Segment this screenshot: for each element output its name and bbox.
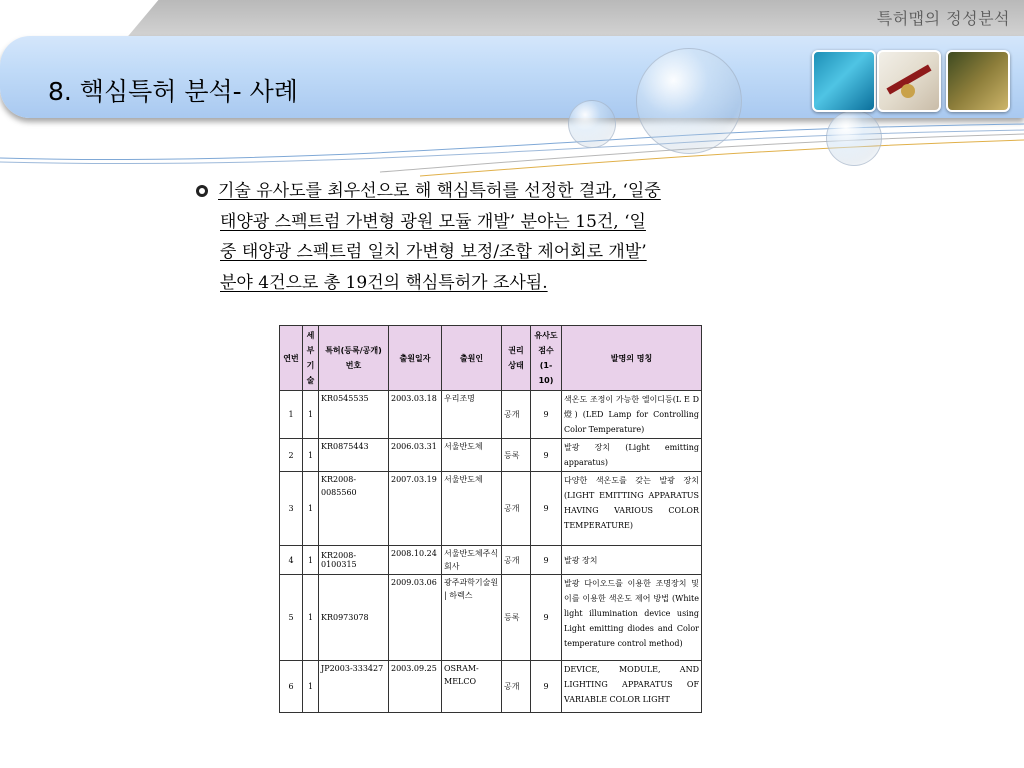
col-header-seq: 연번 [280,326,303,391]
cell-seq: 1 [280,391,303,439]
paragraph-line-2: 태양광 스펙트럼 가변형 광원 모듈 개발’ 분야는 15건, ‘일 [220,211,646,232]
cell-filing-date: 2007.03.19 [389,472,442,546]
cell-seq: 3 [280,472,303,546]
col-header-patent-no: 특허(등록/공개) 번호 [319,326,389,391]
paragraph-line-1 [196,176,740,207]
bubble-right [826,110,882,166]
cell-filing-date: 2008.10.24 [389,546,442,575]
table-row [280,472,702,546]
cell-status: 등록 [502,575,531,661]
cell-title: 발광 다이오드를 이용한 조명장치 및 이를 이용한 색온도 제어 방법 (White light illumination device using Light emitting diodes and Color temperature control method) [562,575,702,661]
cell-seq: 4 [280,546,303,575]
deck-title: 특허맵의 정성분석 [876,9,1010,28]
table-row [280,575,702,661]
table-row [280,546,702,575]
cell-applicant: 우리조명 [442,391,502,439]
bubble-large [636,48,742,154]
cell-seq: 2 [280,439,303,472]
cell-patent-no: KR2008-0100315 [319,546,389,575]
paragraph-line-3: 중 태양광 스펙트럼 일치 가변형 보정/조합 제어회로 개발’ [220,242,647,262]
core-patent-table [279,325,702,713]
cell-sub: 1 [303,439,319,472]
cell-patent-no: KR2008-0085560 [319,472,389,546]
cell-title: 발광 장치 [562,546,702,575]
cell-sub: 1 [303,661,319,713]
cell-patent-no: KR0973078 [319,575,389,661]
bullet-circle-icon [196,185,208,197]
cell-applicant: 서울반도체 [442,472,502,546]
cell-applicant: 광주과학기술원 | 하렉스 [442,575,502,661]
cell-seq: 5 [280,575,303,661]
top-band [0,0,1024,36]
cell-sub: 1 [303,546,319,575]
cell-applicant: 서울반도체 [442,439,502,472]
cell-applicant: 서울반도체주식회사 [442,546,502,575]
col-header-sub: 세부기술 [303,326,319,391]
cell-title: 색온도 조정이 가능한 엘이디등(L E D 燈) (LED Lamp for Controlling Color Temperature) [562,391,702,439]
cell-seq: 6 [280,661,303,713]
cell-filing-date: 2009.03.06 [389,575,442,661]
summary-paragraph [196,176,740,298]
cell-status: 공개 [502,391,531,439]
slide-title: 8. 핵심특허 분석- 사례 [48,77,298,106]
cell-sub: 1 [303,575,319,661]
cell-sub: 1 [303,472,319,546]
cell-status: 공개 [502,661,531,713]
cell-similarity: 9 [531,472,562,546]
cell-sub: 1 [303,391,319,439]
cell-similarity: 9 [531,546,562,575]
table-row [280,391,702,439]
cell-filing-date: 2003.09.25 [389,661,442,713]
col-header-title: 발명의 명칭 [562,326,702,391]
cell-title: 다양한 색온도를 갖는 발광 장치 (LIGHT EMITTING APPARATUS HAVING VARIOUS COLOR TEMPERATURE) [562,472,702,546]
cell-filing-date: 2006.03.31 [389,439,442,472]
thumbnail-blue-fabric [812,50,876,112]
seal-shape [901,84,915,98]
cell-similarity: 9 [531,575,562,661]
cell-title: DEVICE, MODULE, AND LIGHTING APPARATUS OF VARIABLE COLOR LIGHT [562,661,702,713]
paragraph-line-4: 분야 4건으로 총 19건의 핵심특허가 조사됨. [220,272,548,293]
cell-title: 발광 장치 (Light emitting apparatus) [562,439,702,472]
col-header-status: 권리 상태 [502,326,531,391]
cell-applicant: OSRAM-MELCO [442,661,502,713]
cell-patent-no: JP2003-333427 [319,661,389,713]
thumbnail-document-seal [877,50,941,112]
table-row [280,661,702,713]
cell-similarity: 9 [531,439,562,472]
cell-status: 등록 [502,439,531,472]
col-header-applicant: 출원인 [442,326,502,391]
cell-status: 공개 [502,546,531,575]
bubble-small [568,100,616,148]
col-header-filing-date: 출원일자 [389,326,442,391]
paragraph-text-1: 기술 유사도를 최우선으로 해 핵심특허를 선정한 결과, ‘일중 [218,181,661,201]
cell-filing-date: 2003.03.18 [389,391,442,439]
cell-patent-no: KR0545535 [319,391,389,439]
cell-similarity: 9 [531,661,562,713]
table-row [280,439,702,472]
cell-status: 공개 [502,472,531,546]
cell-patent-no: KR0875443 [319,439,389,472]
col-header-similarity: 유사도 점수 (1-10) [531,326,562,391]
cell-similarity: 9 [531,391,562,439]
thumbnail-plant [946,50,1010,112]
table-header-row [280,326,702,391]
